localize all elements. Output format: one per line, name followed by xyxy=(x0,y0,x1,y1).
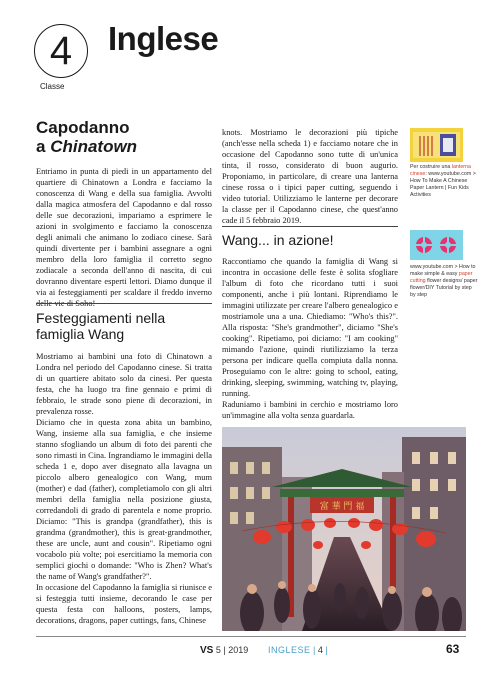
paper-cutting-thumbnail-image xyxy=(410,230,463,260)
gate-sign: 富 華 門 福 xyxy=(319,502,365,512)
section1-rule xyxy=(36,303,212,304)
footer-issue-block xyxy=(200,645,248,656)
section1-body: Mostriamo ai bambini una foto di Chinatown a Londra nel periodo del Capodanno cinese. Si tratta di un quartiere abitato solo da cinesi. Per questa festa, che ha luogo tra fine gennaio e primi di febbraio, le strade sono piene di decorazioni, in prevalenza rosse. Diciamo che in questa zona abita un bambino, Wang, insieme alla sua famiglia, e che insieme stanno sfogliando un album di foto dei parenti che sono rimasti in Cina. Ingrandiamo le immagini della scheda 1 e, dopo aver disegnato alla lavagna un piccolo albero genealogico con Wang, mum (mother) e dad (father), completiamolo con gli altri membri della famiglia nella posizione giusta, corredandoli di grado di parentela e nome proprio. Diciamo: "This is grandpa (grandfather), this is grandma (grandmother), this is great-grandmother, these are uncle, aunt and cousin". Ripetiamo ogni vocabolo più volte; poi esercitiamo la memoria con semplici giochi o domande: "Who is Zhen? What's the name of Wang's grandfather?". In occasione del Capodanno la famiglia si riunisce e si festeggia tutti insieme, decorando le case per questa festa con halloons, posters, lamps, decorations, dragons, paper cuttings, fans, Chinese xyxy=(36,352,212,625)
issue-number: 5 | 2019 xyxy=(215,645,249,655)
lantern-video-thumbnail[interactable] xyxy=(410,128,463,162)
title-line-2: a Chinatown xyxy=(36,137,138,156)
lantern-caption: Per costruire una lanterna cinese: www.youtube.com > How To Make A Chinese Paper Lantern | Fun Kids Activities xyxy=(410,164,476,198)
section2-rule xyxy=(222,226,398,227)
footer-section-block: INGLESE | 4 | xyxy=(268,645,328,655)
magazine-logo: VS xyxy=(200,645,214,656)
section1-title: Festeggiamenti nella famiglia Wang xyxy=(36,310,166,342)
page-number: 63 xyxy=(446,642,460,656)
chinatown-photo xyxy=(222,427,466,631)
title-line-1: Capodanno xyxy=(36,118,130,137)
section2-title: Wang... in azione! xyxy=(222,232,334,248)
col2-paragraph-1: knots. Mostriamo le decorazioni più tipiche (anch'esse nella scheda 1) e facciamo notare che in occasione del Capodanno sono tutte di un'unica tinta, il rosso, considerato di buon augurio. Proponiamo, in particolare, di creare una lanterna cinese rossa o i tipici paper cutting, seguendo i video tutorial. Utilizziamo le lanterne per decorare la classe per il Capodanno cinese, che quest'anno cade il 5 febbraio 2019. xyxy=(222,128,398,225)
intro-paragraph: Entriamo in punta di piedi in un appartamento del quartiere di Chinatown a Londra e facciamo la conoscenza di Wang e della sua famiglia. Avvolti dalla magica atmosfera del Capodanno e dal rosso delle sue decorazioni, impariamo a esprimere le azioni in svolgimento e facciamo la conoscenza degli animali che animano lo zodiaco cinese. Sarà quindi divertente per i bambini assegnare a ogni membro della loro famiglia il corretto segno zodiacale a seconda dell'anno di nascita, di cui dovranno diventare esperti lettori. Diamo dunque il via ai festeggiamenti per scaldare il freddo inverno delle vie di Soho! xyxy=(36,167,212,308)
footer-rule xyxy=(36,636,466,637)
paper-cutting-link[interactable]: paper cutting xyxy=(410,271,473,284)
paper-cutting-caption: www.youtube.com > How to make simple & easy paper cutting flower designs/ paper flower/DIY Tutorial by step by step xyxy=(410,264,478,298)
article-title xyxy=(36,118,216,156)
paper-cutting-video-thumbnail[interactable] xyxy=(410,230,463,260)
class-label: Classe xyxy=(40,82,65,91)
lantern-link[interactable]: lanterna cinese xyxy=(410,164,471,177)
lantern-thumbnail-image xyxy=(410,128,463,162)
footer-section: INGLESE xyxy=(268,645,311,655)
subject-title: Inglese xyxy=(108,20,219,57)
class-number: 4 xyxy=(49,29,73,73)
chinatown-photo-image xyxy=(222,427,466,631)
col2-body: Raccontiamo che quando la famiglia di Wang si incontra in occasione delle feste è solita sfogliare l'album di foto che ricordano tutti i suoi componenti, anche i più lontani. Riprendiamo le immagini utilizzate per creare l'albero genealogico e mostriamole una a una. Chiediamo: "Who's this?". Alla risposta: "She's grandmother", diciamo "She's cooking". Ripetiamo, poi diciamo: "I am cooking" mimando l'azione, quindi riutilizziamo la terza persona per indicare quella compiuta dalla nonna. Proseguiamo con le altre: going to school, eating, drinking, sleeping, swimming, watching tv, playing, running. Raduniamo i bambini in cerchio e mostriamo loro un'immagine alla volta senza guardarla. xyxy=(222,257,398,420)
footer-class: 4 xyxy=(317,645,323,655)
